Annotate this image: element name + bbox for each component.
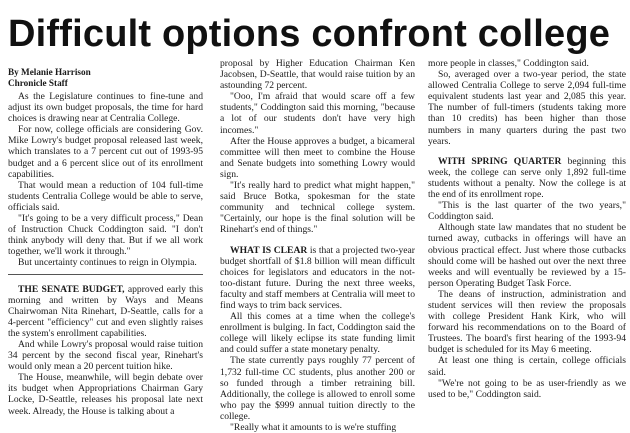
paragraph: The deans of instruction, administration and student services will then review the proposals with college President Hank Kirk, who will forward his recommendations on to the Board of Trustees. The board's first hearing of the 1993-94 budget is scheduled for its May 6 meeting.	[428, 288, 626, 356]
paragraph: At least one thing is certain, college officials said.	[428, 355, 626, 378]
paragraph: proposal by Higher Education Chairman Ken Jacobsen, D-Seattle, that would raise tuition by an astounding 72 percent.	[220, 58, 415, 92]
paragraph: All this comes at a time when the college's enrollment is bulging. In fact, Coddington said the college will likely eclipse its state funding limit and could suffer a state monetary penalty.	[220, 311, 415, 356]
section-lead-in: WHAT IS CLEAR	[230, 244, 308, 256]
paragraph: "We're not going to be as user-friendly as we used to be," Coddington said.	[428, 377, 626, 400]
paragraph: more people in classes," Coddington said.	[428, 58, 589, 69]
section-lead-in: WITH SPRING QUARTER	[438, 155, 562, 167]
section-lead-text: approved early this morning and written by Ways and Means Chairwoman Nita Rinehart, D-Seattle, calls for a 4-percent "efficiency" cut and even slightly raises the system's enrollment capabilities.	[8, 283, 203, 339]
paragraph: "It's really hard to predict what might happen," said Bruce Botka, spokesman for the state community and technical college system. "Certainly, our hope is the final solution will be Rinehart's end of things."	[220, 180, 415, 236]
paragraph: "This is the last quarter of the two years," Coddington said.	[428, 200, 626, 223]
paragraph: But uncertainty continues to reign in Olympia.	[18, 257, 197, 269]
paragraph	[428, 156, 626, 200]
paragraph: "Really what it amounts to is we're stuffing	[230, 422, 397, 433]
column-2	[220, 58, 415, 433]
column-3	[428, 58, 626, 411]
section-lead-in: THE SENATE BUDGET,	[18, 283, 125, 295]
column-1	[8, 67, 203, 417]
paragraph: The House, meanwhile, will begin debate over its budget when Appropriations Chairman Gary Locke, D-Seattle, releases his proposal late next week. Already, the House is talking about a	[8, 372, 203, 417]
paragraph	[220, 245, 415, 312]
section-rule	[8, 274, 203, 275]
paragraph: After the House approves a budget, a bicameral committee will then meet to combine the House and Senate budgets into something Lowry would sign.	[220, 135, 415, 180]
byline: By Melanie Harrison	[8, 67, 91, 77]
paragraph: That would mean a reduction of 104 full-time students Centralia College would be able to serve, officials said.	[8, 179, 203, 213]
paragraph: For now, college officials are considering Gov. Mike Lowry's budget proposal released last week, which translates to a 7 percent cut out of 1993-95 budget and a 6 percent slice out of its enrollment capabilities.	[8, 124, 203, 180]
paragraph: As the Legislature continues to fine-tune and adjust its own budget proposals, the time for hard choices is drawing near at Centralia College.	[8, 91, 203, 125]
paragraph: So, averaged over a two-year period, the state allowed Centralia College to serve 2,094 full-time equivalent students last year and 2,085 this year. The number of full-timers (students taking more than 10 credits) has been higher than those numbers in many quarters during the past two years.	[428, 69, 626, 147]
section-lead-text: beginning this week, the college can serve only 1,892 full-time students without a penalty. Now the college is at the end of its enrollment rope.	[428, 155, 626, 201]
paragraph: The state currently pays roughly 77 percent of 1,732 full-time CC students, plus another 200 or so funded through a timber retraining bill. Additionally, the college is allowed to enroll some who pay the $999 annual tuition directly to the college.	[220, 355, 415, 422]
paragraph: "Ooo, I'm afraid that would scare off a few students," Coddington said this morning, "because a lot of our students don't have very high incomes."	[220, 91, 415, 136]
headline: Difficult options confront college	[8, 13, 611, 55]
paragraph	[8, 284, 203, 339]
paragraph: And while Lowry's proposal would raise tuition 34 percent by the second fiscal year, Rinehart's would only mean a 20 percent tuition hike.	[8, 338, 203, 373]
paragraph: "It's going to be a very difficult process," Dean of Instruction Chuck Coddington said. "I don't think anybody will deny that. But if we all work together, we'll work it through."	[8, 213, 203, 258]
byline-staff: Chronicle Staff	[8, 77, 68, 88]
section-lead-text: is that a projected two-year budget shortfall of $1.8 billion will mean difficult choices for legislators and educators in the not-too-distant future. During the next three weeks, faculty and staff members at Centralia will meet to find ways to trim back services.	[220, 244, 415, 311]
paragraph: Although state law mandates that no student be turned away, cutbacks in offerings will have an obvious practical effect. Just where those cutbacks should come will be hashed out over the next three weeks and will eventually be reviewed by a 15-person Operating Budget Task Force.	[428, 222, 626, 289]
